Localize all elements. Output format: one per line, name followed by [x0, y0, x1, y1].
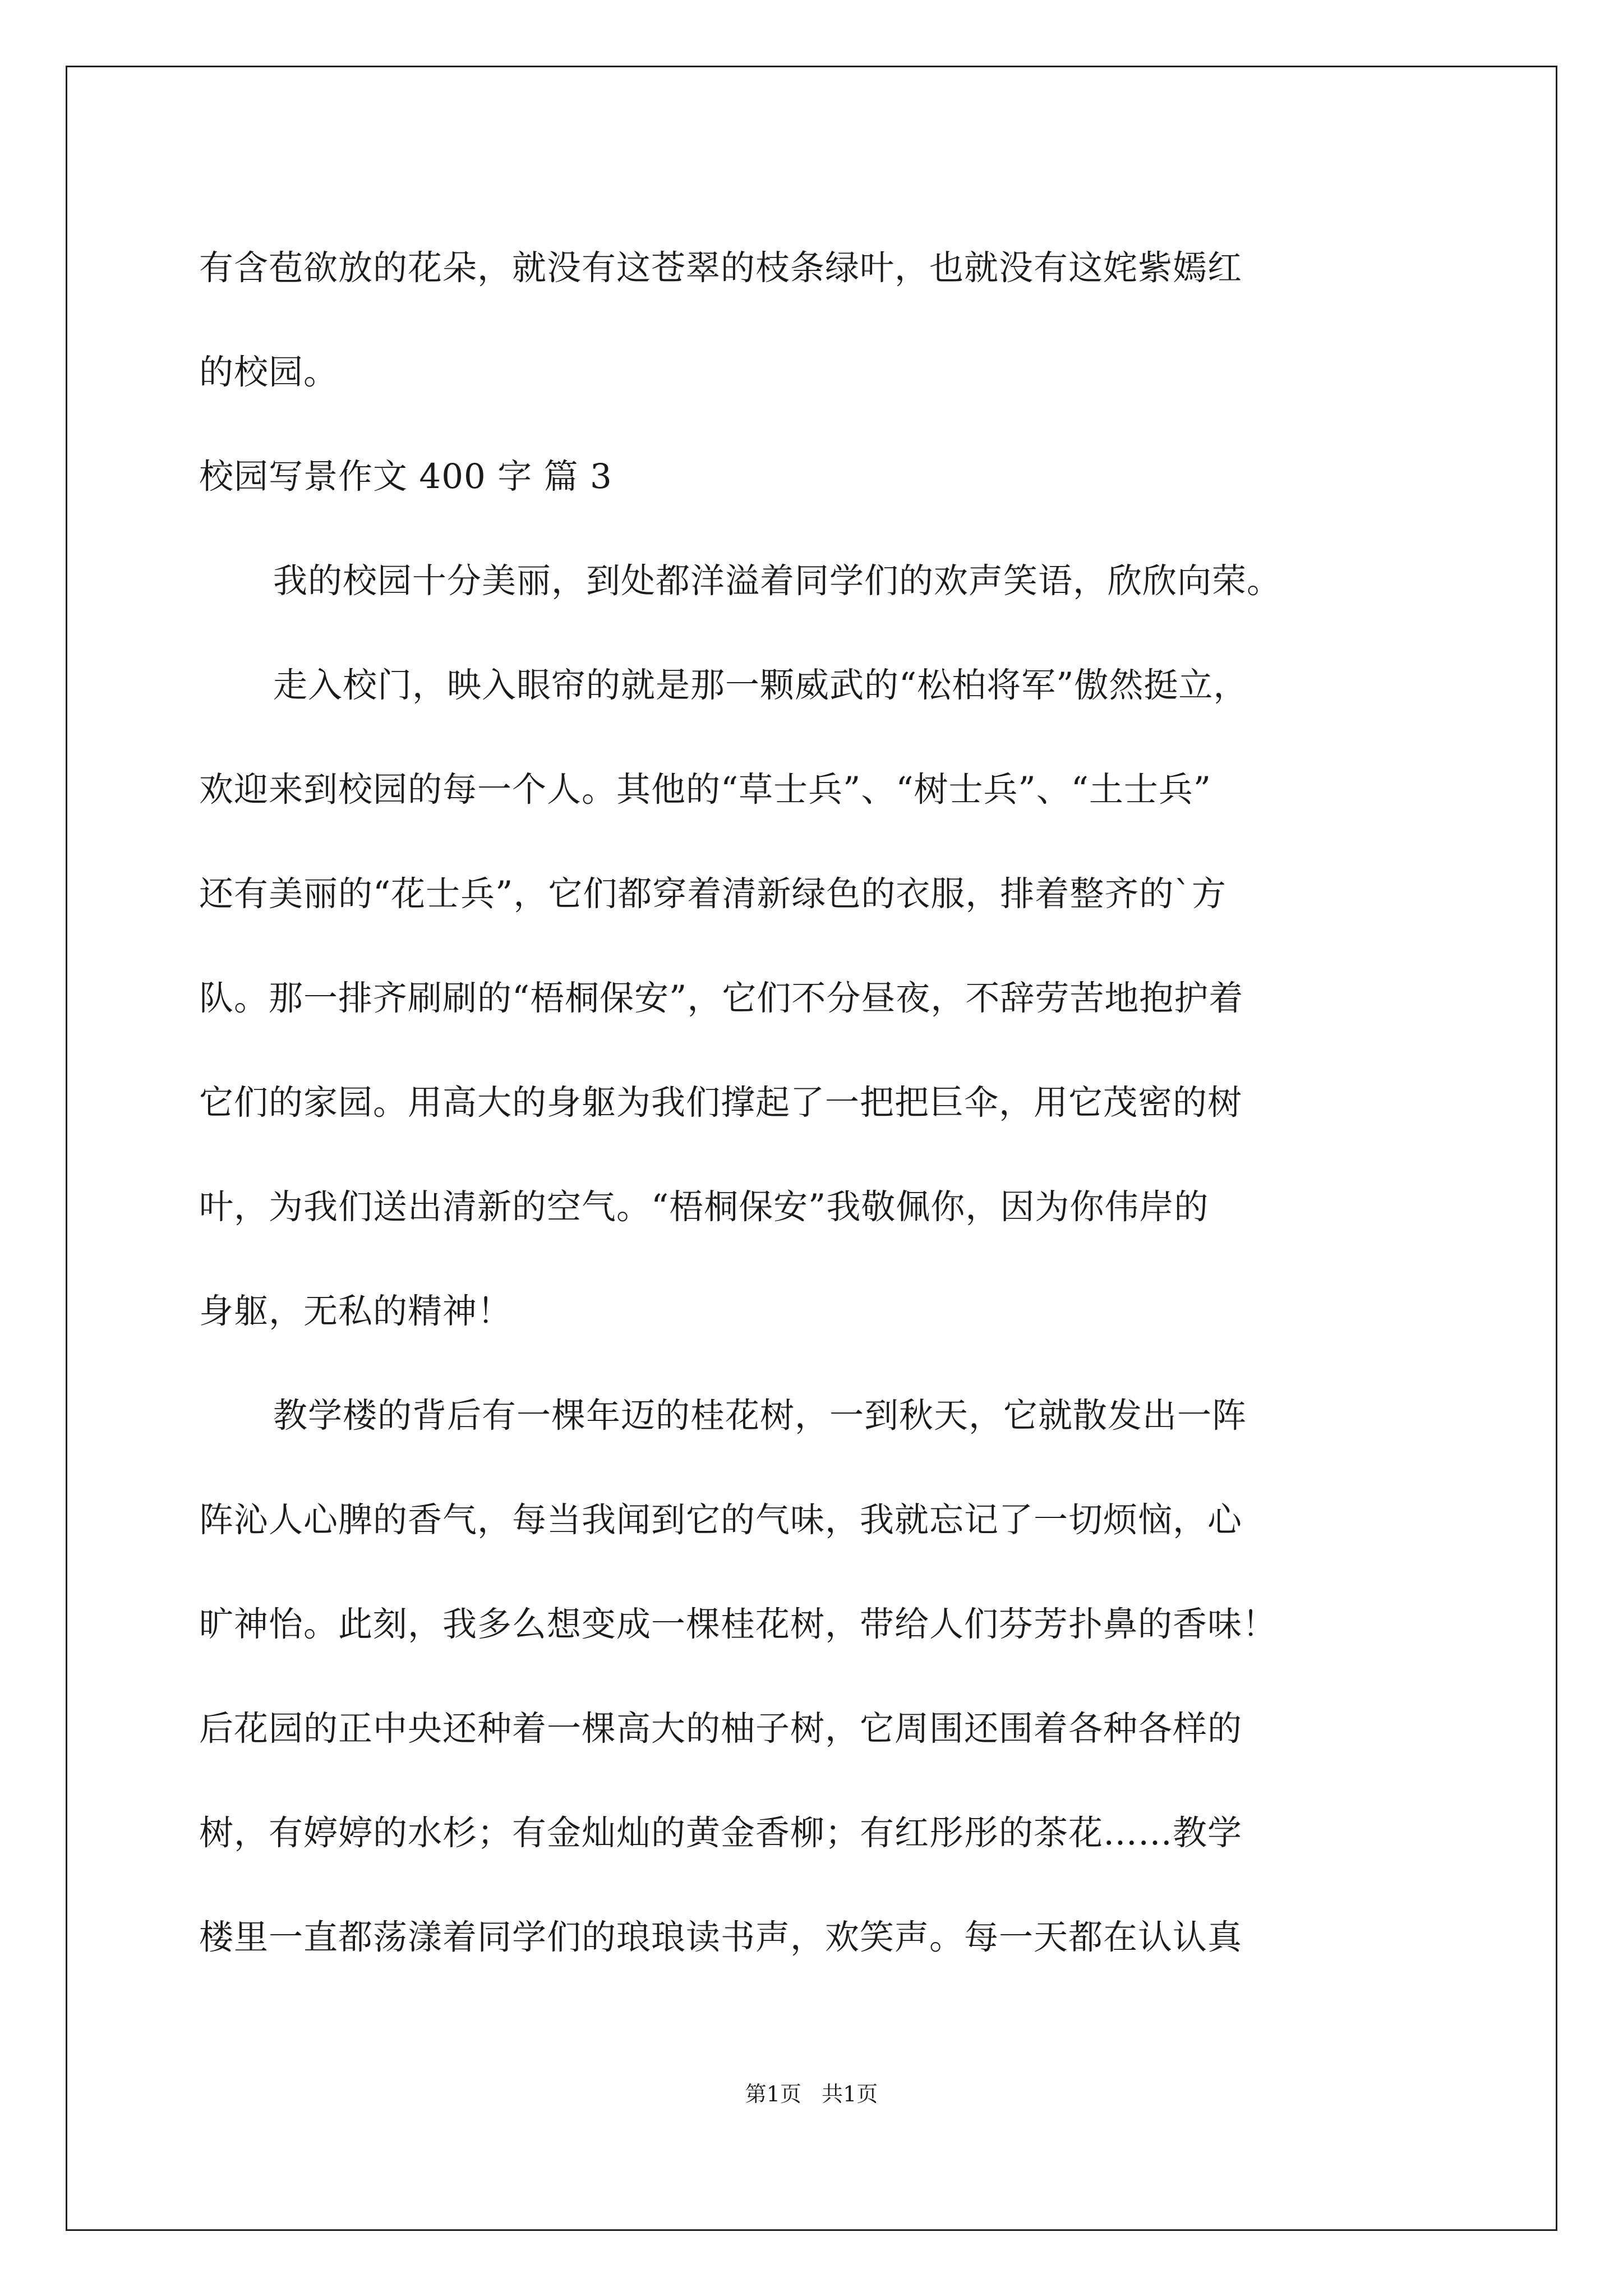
- section-heading: 校园写景作文 400 字 篇 3: [199, 457, 612, 496]
- text-line: 教学楼的背后有一棵年迈的桂花树，一到秋天，它就散发出一阵: [273, 1396, 1247, 1435]
- document-body: [199, 216, 1433, 1990]
- text-line: 还有美丽的“花士兵”，它们都穿着清新绿色的衣服，排着整齐的`方: [199, 874, 1227, 914]
- text-line: 身躯，无私的精神！: [199, 1291, 513, 1331]
- text-line: 阵沁人心脾的香气，每当我闻到它的气味，我就忘记了一切烦恼，心: [199, 1500, 1243, 1540]
- text-line: 叶，为我们送出清新的空气。“梧桐保安”我敬佩你，因为你伟岸的: [199, 1187, 1209, 1227]
- text-line: 树，有婷婷的水杉；有金灿灿的黄金香柳；有红彤彤的茶花……教学: [199, 1813, 1243, 1853]
- text-line: 有含苞欲放的花朵，就没有这苍翠的枝条绿叶，也就没有这姹紫嫣红: [199, 248, 1243, 288]
- text-line: 楼里一直都荡漾着同学们的琅琅读书声，欢笑声。每一天都在认认真: [199, 1917, 1243, 1957]
- text-line: 队。那一排齐刷刷的“梧桐保安”，它们不分昼夜，不辞劳苦地抱护着: [199, 978, 1244, 1018]
- text-line: 后花园的正中央还种着一棵高大的柚子树，它周围还围着各种各样的: [199, 1709, 1243, 1749]
- text-line: 旷神怡。此刻，我多么想变成一棵桂花树，带给人们芬芳扑鼻的香味！: [199, 1604, 1278, 1644]
- text-line: 它们的家园。用高大的身躯为我们撑起了一把把巨伞，用它茂密的树: [199, 1083, 1243, 1122]
- text-line: 我的校园十分美丽，到处都洋溢着同学们的欢声笑语，欣欣向荣。: [273, 561, 1282, 601]
- text-line: 的校园。: [199, 352, 339, 392]
- text-line: 欢迎来到校园的每一个人。其他的“草士兵”、“树士兵”、“土士兵”: [199, 770, 1212, 809]
- text-line: 走入校门，映入眼帘的就是那一颗威武的“松柏将军”傲然挺立，: [273, 665, 1248, 705]
- page-footer: 第1页 共1页: [745, 2082, 878, 2106]
